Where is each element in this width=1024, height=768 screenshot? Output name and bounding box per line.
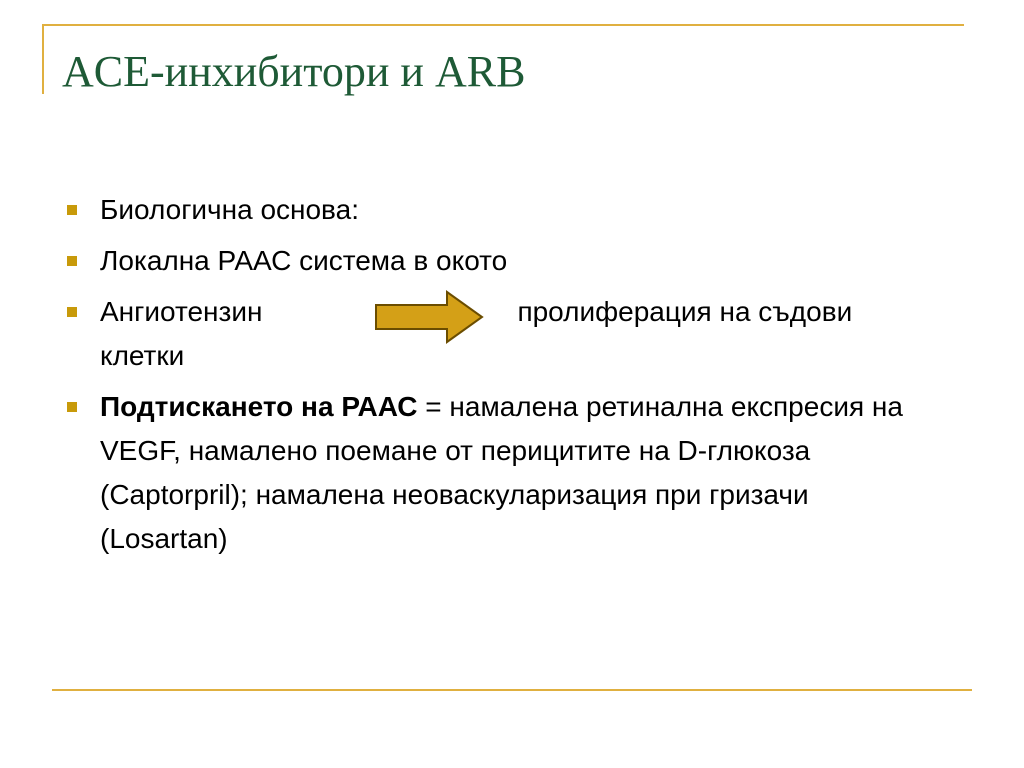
bullet-square-icon (67, 402, 77, 412)
bullet-bold-text: Подтискането на РААС (100, 391, 418, 422)
bullet-text: Локална РААС система в окото (100, 245, 508, 276)
bullet-item (60, 239, 940, 283)
bullet-square-icon (67, 205, 77, 215)
top-accent-line (42, 24, 964, 26)
bullet-item (60, 385, 940, 561)
bullet-text-before-arrow: Ангиотензин (100, 296, 263, 327)
slide-title: ACE-инхибитори и ARB (62, 47, 526, 96)
bottom-accent-line (52, 689, 972, 691)
bullet-text: Биологична основа: (100, 194, 359, 225)
bullet-text: = намалена ретинална експресия на VEGF, намалено поемане от перицитите на D-глюкоза (Captorpril); намалена неоваскуларизация при гризачи (Losartan) (100, 391, 903, 554)
bullet-item (60, 290, 940, 378)
right-arrow-icon (373, 290, 485, 344)
bullet-square-icon (67, 307, 77, 317)
arrow-shape (376, 292, 482, 342)
bullet-item (60, 188, 940, 232)
bullet-list (60, 188, 940, 568)
bullet-text-after-arrow: пролиферация на съдови клетки (100, 296, 853, 371)
left-accent-line (42, 24, 44, 94)
bullet-square-icon (67, 256, 77, 266)
